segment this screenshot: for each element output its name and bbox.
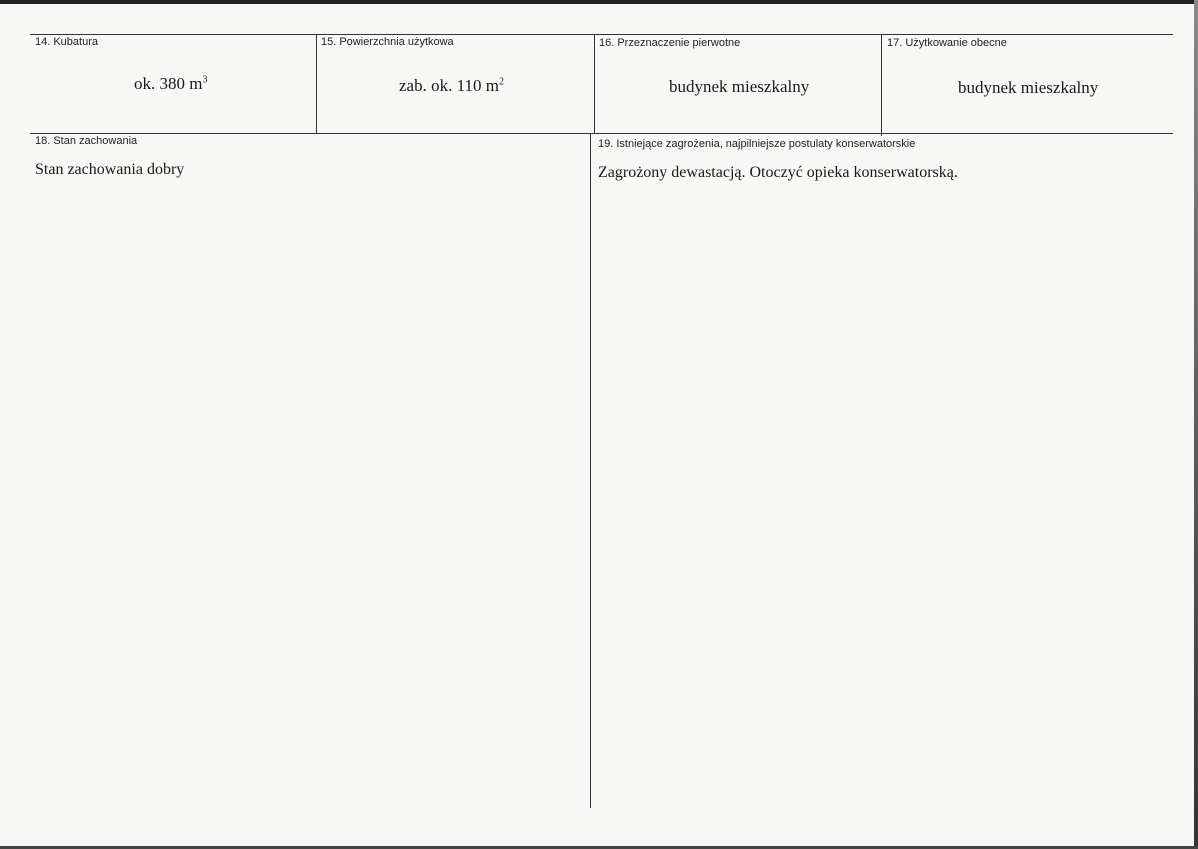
form-top-rule: [30, 34, 1173, 35]
divider-16-17: [881, 34, 882, 136]
field-15-unit-exponent: 2: [498, 76, 504, 88]
field-14-unit: m: [189, 74, 203, 93]
field-14-number: ok. 380: [134, 74, 185, 93]
divider-18-19: [590, 133, 591, 808]
field-17-label: 17. Użytkowanie obecne: [887, 37, 1007, 49]
divider-15-16: [594, 34, 595, 133]
field-19-label: 19. Istniejące zagrożenia, najpilniejsze postulaty konserwatorskie: [598, 138, 916, 150]
field-14-label: 14. Kubatura: [35, 36, 98, 48]
field-15-label: 15. Powierzchnia użytkowa: [321, 36, 454, 48]
field-15-unit: m: [485, 76, 499, 95]
field-16-label: 16. Przeznaczenie pierwotne: [599, 37, 741, 49]
field-16-value: budynek mieszkalny: [669, 77, 810, 96]
form-mid-rule: [30, 133, 1173, 134]
field-19-value: Zagrożony dewastacją. Otoczyć opieka konserwatorską.: [598, 164, 958, 181]
field-17-value: budynek mieszkalny: [958, 78, 1099, 97]
field-15-value: [399, 76, 504, 96]
field-14-unit-exponent: 3: [202, 74, 208, 86]
divider-14-15: [316, 34, 317, 133]
field-18-value: Stan zachowania dobry: [35, 161, 185, 178]
field-14-value: [134, 74, 207, 94]
field-18-label: 18. Stan zachowania: [35, 135, 138, 147]
scan-edge-top: [0, 0, 1198, 4]
scan-edge-right: [1194, 0, 1198, 849]
field-15-number: zab. ok. 110: [399, 76, 482, 95]
